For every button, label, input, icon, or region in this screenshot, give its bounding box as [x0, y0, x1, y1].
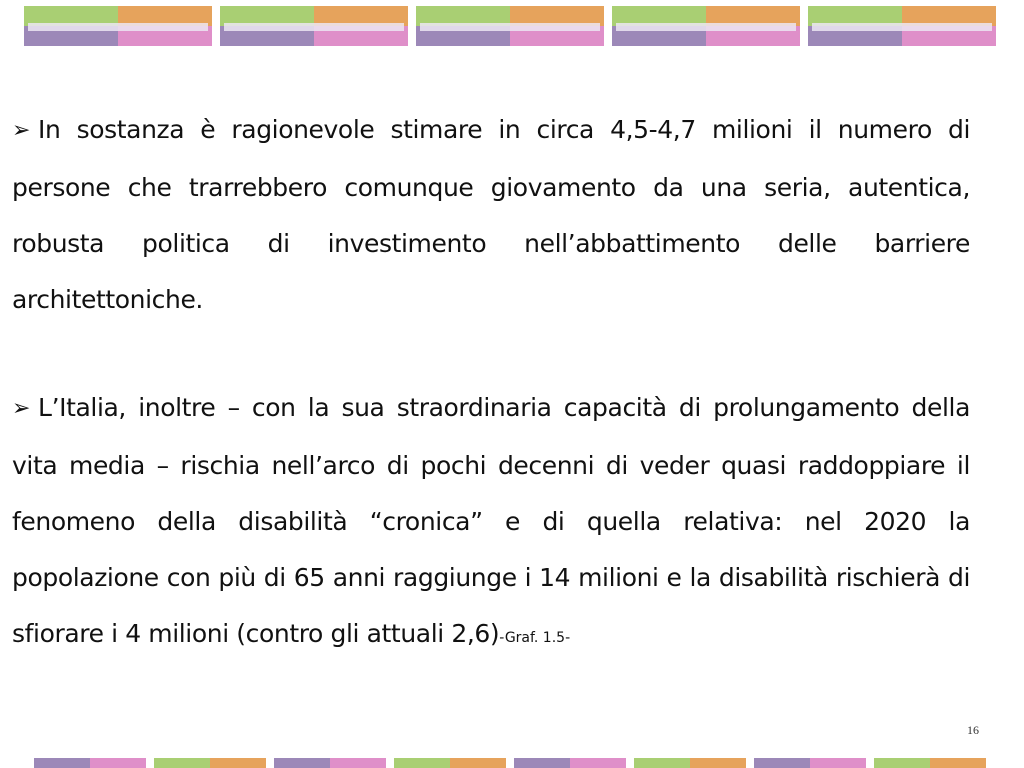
bottom-decorative-band	[0, 758, 1024, 768]
bullet-paragraph-2	[12, 380, 970, 666]
top-band-block	[612, 6, 800, 46]
top-band-block	[24, 6, 212, 46]
top-band-block	[220, 6, 408, 46]
slide-content	[12, 102, 970, 718]
top-band-block	[808, 6, 996, 46]
arrow-right-icon: ➢	[12, 118, 31, 143]
paragraph-text: L’Italia, inoltre – con la sua straordinaria capacità di prolungamento della vita media – rischia nell’arco di pochi decenni di veder quasi raddoppiare il fenomeno della disabilità “cronica” e di quella relativa: nel 2020 la popolazione con più di 65 anni raggiunge i 14 milioni e la disabilità rischierà di sfiorare i 4 milioni (contro gli attuali 2,6)	[12, 393, 970, 648]
page-number: 16	[967, 723, 979, 737]
top-band-block	[416, 6, 604, 46]
graph-reference: -Graf. 1.5-	[499, 630, 571, 646]
paragraph-text: In sostanza è ragionevole stimare in circa 4,5-4,7 milioni il numero di persone che trarrebbero comunque giovamento da una seria, autentica, robusta politica di investimento nell’abbattimento delle barriere architettoniche.	[12, 115, 970, 314]
arrow-right-icon: ➢	[12, 396, 31, 421]
bullet-paragraph-1	[12, 102, 970, 328]
top-decorative-band	[0, 6, 1024, 48]
